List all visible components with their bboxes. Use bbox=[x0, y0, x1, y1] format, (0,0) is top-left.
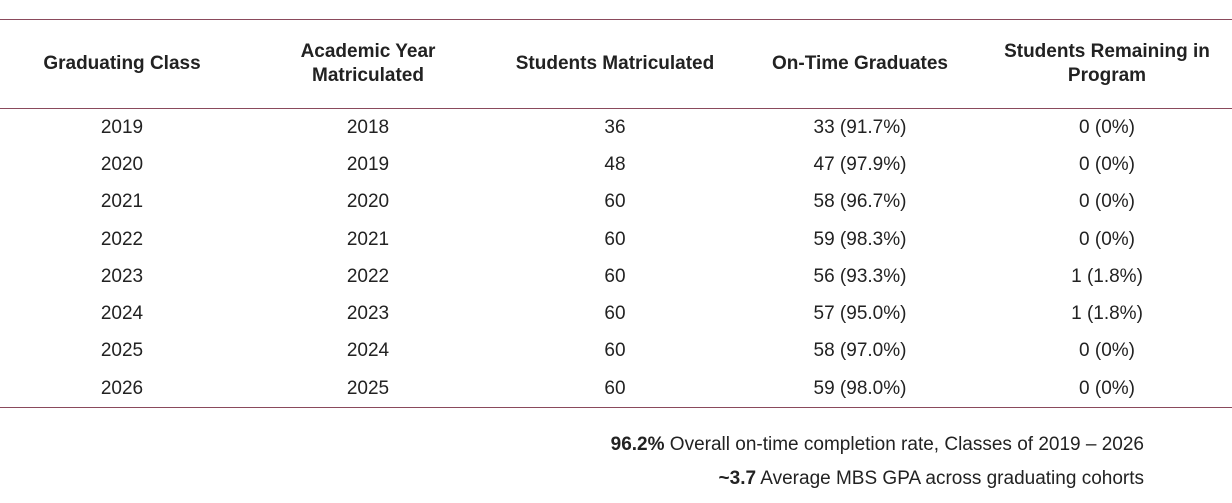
cell-graduating-class: 2019 bbox=[100, 116, 144, 138]
completion-rate-note bbox=[611, 428, 1144, 462]
table-row bbox=[0, 370, 1232, 408]
cell-graduating-class: 2022 bbox=[100, 228, 144, 250]
header-students-remaining: Students Remaining in Program bbox=[1004, 41, 1210, 86]
cell-on-time-graduates: 58 (96.7%) bbox=[813, 191, 907, 213]
outcomes-table bbox=[0, 19, 1232, 408]
header-graduating-class: Graduating Class bbox=[43, 53, 201, 74]
cell-students-matriculated: 60 bbox=[604, 191, 626, 213]
cell-graduating-class: 2025 bbox=[100, 340, 144, 362]
gpa-value: ~3.7 bbox=[718, 468, 757, 489]
header-row bbox=[0, 20, 1232, 109]
cell-students-matriculated: 60 bbox=[604, 377, 626, 399]
table-header bbox=[0, 20, 1232, 109]
table-row bbox=[0, 295, 1232, 332]
table-row bbox=[0, 109, 1232, 147]
cell-year-matriculated: 2023 bbox=[346, 303, 390, 325]
cell-students-matriculated: 60 bbox=[604, 228, 626, 250]
cell-graduating-class: 2026 bbox=[100, 377, 144, 399]
outcomes-table-container bbox=[0, 19, 1210, 408]
table-row bbox=[0, 146, 1232, 183]
cell-students-remaining: 0 (0%) bbox=[1079, 377, 1135, 399]
cell-students-remaining: 0 (0%) bbox=[1079, 340, 1135, 362]
cell-students-matriculated: 60 bbox=[604, 303, 626, 325]
cell-students-remaining: 1 (1.8%) bbox=[1071, 265, 1143, 287]
completion-rate-text: Overall on-time completion rate, Classes of 2019 – 2026 bbox=[664, 434, 1144, 455]
cell-students-matriculated: 36 bbox=[604, 116, 626, 138]
cell-year-matriculated: 2024 bbox=[346, 340, 390, 362]
gpa-text: Average MBS GPA across graduating cohorts bbox=[756, 468, 1144, 489]
completion-rate-value: 96.2% bbox=[610, 434, 665, 455]
table-body bbox=[0, 109, 1232, 408]
cell-graduating-class: 2024 bbox=[100, 303, 144, 325]
cell-year-matriculated: 2018 bbox=[346, 116, 390, 138]
cell-graduating-class: 2023 bbox=[100, 265, 144, 287]
cell-students-remaining: 0 (0%) bbox=[1079, 191, 1135, 213]
header-on-time-graduates: On-Time Graduates bbox=[772, 53, 948, 74]
cell-students-remaining: 0 (0%) bbox=[1079, 228, 1135, 250]
header-academic-year-matriculated: Academic Year Matriculated bbox=[300, 41, 436, 86]
cell-on-time-graduates: 47 (97.9%) bbox=[813, 153, 907, 175]
cell-graduating-class: 2020 bbox=[100, 153, 144, 175]
cell-students-remaining: 0 (0%) bbox=[1079, 116, 1135, 138]
cell-year-matriculated: 2025 bbox=[346, 377, 390, 399]
cell-year-matriculated: 2019 bbox=[346, 153, 390, 175]
cell-year-matriculated: 2020 bbox=[346, 191, 390, 213]
cell-students-matriculated: 48 bbox=[604, 153, 626, 175]
cell-on-time-graduates: 33 (91.7%) bbox=[813, 116, 907, 138]
cell-year-matriculated: 2022 bbox=[346, 265, 390, 287]
table-row bbox=[0, 333, 1232, 370]
header-students-matriculated: Students Matriculated bbox=[515, 53, 715, 74]
cell-year-matriculated: 2021 bbox=[346, 228, 390, 250]
cell-students-matriculated: 60 bbox=[604, 340, 626, 362]
cell-students-remaining: 0 (0%) bbox=[1079, 153, 1135, 175]
cell-on-time-graduates: 58 (97.0%) bbox=[813, 340, 907, 362]
cell-graduating-class: 2021 bbox=[100, 191, 144, 213]
gpa-note bbox=[611, 462, 1144, 496]
cell-on-time-graduates: 56 (93.3%) bbox=[813, 265, 907, 287]
cell-on-time-graduates: 59 (98.0%) bbox=[813, 377, 907, 399]
cell-students-matriculated: 60 bbox=[604, 265, 626, 287]
cell-students-remaining: 1 (1.8%) bbox=[1071, 303, 1143, 325]
table-row bbox=[0, 184, 1232, 221]
table-row bbox=[0, 221, 1232, 258]
table-row bbox=[0, 258, 1232, 295]
cell-on-time-graduates: 57 (95.0%) bbox=[813, 303, 907, 325]
summary-notes bbox=[611, 428, 1144, 496]
cell-on-time-graduates: 59 (98.3%) bbox=[813, 228, 907, 250]
